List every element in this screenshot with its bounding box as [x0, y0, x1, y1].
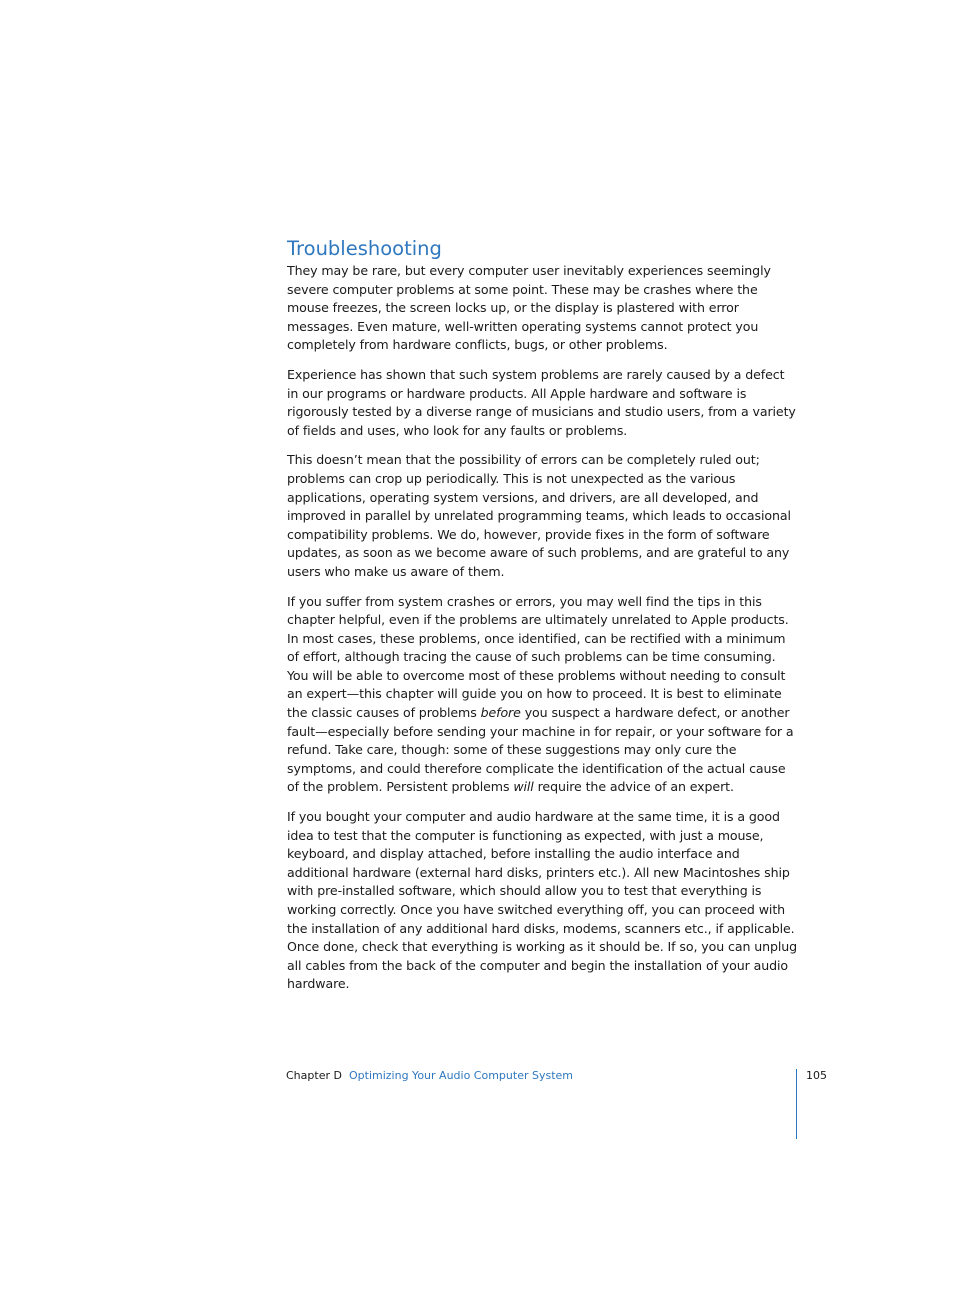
paragraph-4-part-a: If you suffer from system crashes or errors, you may well find the tips in this chapter helpful, even if the problems are ultimately unrelated to Apple products. In most cases, these problems, once identified, can be rectified with a minimum of effort, although tracing the cause of such problems can be time consuming. You will be able to overcome most of these problems without needing to consult an expert—this chapter will guide you on how to proceed. It is best to eliminate the classic causes of problems	[287, 593, 789, 721]
paragraph-1: They may be rare, but every computer user inevitably experiences seemingly severe computer problems at some point. These may be crashes where the mouse freezes, the screen locks up, or the display is plastered with error messages. Even mature, well-written operating systems cannot protect you completely from hardware conflicts, bugs, or other problems.	[287, 263, 771, 353]
paragraph-2: Experience has shown that such system problems are rarely caused by a defect in our programs or hardware products. All Apple hardware and software is rigorously tested by a diverse range of musicians and studio users, from a variety of fields and uses, who look for any faults or problems.	[287, 366, 796, 438]
paragraph-4	[287, 593, 799, 798]
paragraph-4-emphasis-before: before	[480, 705, 521, 721]
page-number: 105	[806, 1069, 827, 1082]
section-title: Troubleshooting	[287, 237, 442, 260]
paragraph-5: If you bought your computer and audio hardware at the same time, it is a good idea to test that the computer is functioning as expected, with just a mouse, keyboard, and display attached, before installing the audio interface and additional hardware (external hard disks, printers etc.). All new Macintoshes ship with pre-installed software, which should allow you to test that everything is working correctly. Once you have switched everything off, you can proceed with the installation of any additional hard disks, modems, scanners etc., if applicable. Once done, check that everything is working as it should be. If so, you can unplug all cables from the back of the computer and begin the installation of your audio hardware.	[287, 809, 798, 992]
page-footer	[286, 1069, 826, 1089]
footer-chapter-label: Chapter D	[286, 1069, 342, 1082]
paragraph-3: This doesn’t mean that the possibility of errors can be completely ruled out; problems can crop up periodically. This is not unexpected as the various applications, operating system versions, and drivers, are all developed, and improved in parallel by unrelated programming teams, which leads to occasional compatibility problems. We do, however, provide fixes in the form of software updates, as soon as we become aware of such problems, and are grateful to any users who make us aware of them.	[287, 452, 791, 579]
paragraph-4-emphasis-will: will	[513, 779, 534, 795]
page-content	[287, 236, 799, 1005]
footer-vertical-rule	[796, 1069, 797, 1139]
footer-chapter-title: Optimizing Your Audio Computer System	[349, 1069, 574, 1082]
paragraph-4-part-c: require the advice of an expert.	[533, 779, 734, 795]
paragraph-4-part-b: you suspect a hardware defect, or another fault—especially before sending your machine in for repair, or your software for a refund. Take care, though: some of these suggestions may only cure the symptoms, and could therefore complicate the identification of the actual cause of the problem. Persistent problems	[287, 705, 794, 795]
